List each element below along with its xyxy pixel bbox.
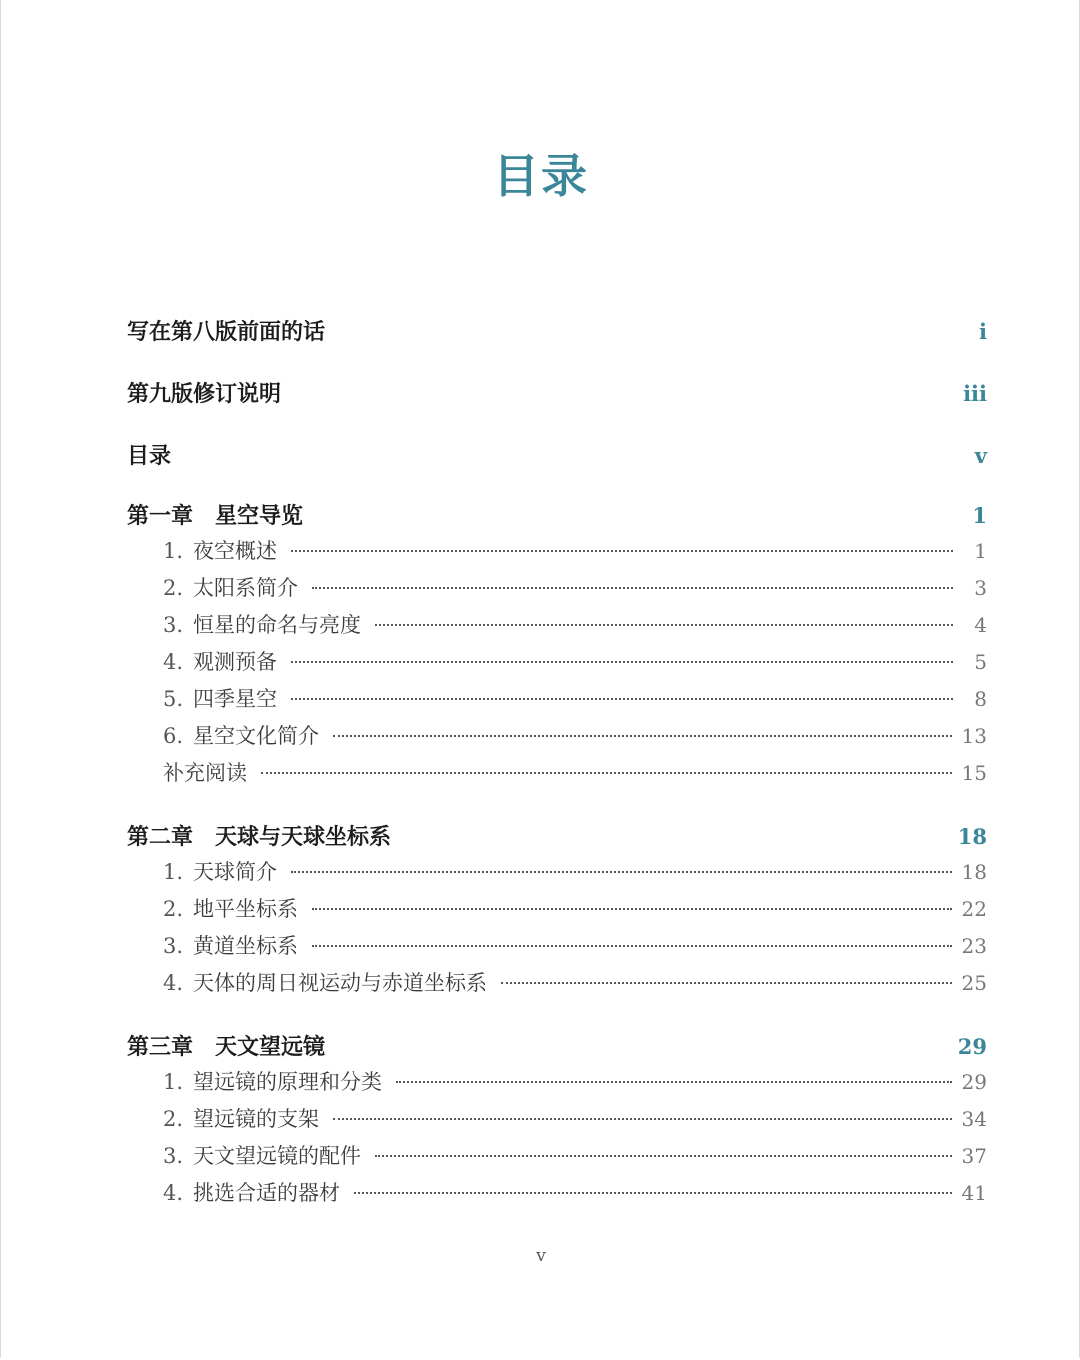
dot-leader <box>312 908 952 910</box>
section-page: 8 <box>974 687 987 711</box>
section-number: 4. <box>163 650 184 674</box>
dot-leader <box>501 982 952 984</box>
chapter-number: 第三章 <box>127 1035 194 1060</box>
dot-leader <box>354 1192 952 1194</box>
toc-entry-label: 第九版修订说明 <box>127 382 282 407</box>
section-number: 3. <box>163 1144 184 1168</box>
toc-section[interactable] <box>127 681 987 718</box>
dot-leader <box>312 587 953 589</box>
toc-section[interactable] <box>127 570 987 607</box>
toc-entry-page: iii <box>963 381 987 406</box>
page-number-footer: v <box>536 1246 546 1266</box>
section-page: 25 <box>961 971 987 995</box>
chapter-page: 29 <box>957 1034 987 1059</box>
toc-section[interactable] <box>127 718 987 755</box>
chapter-page: 1 <box>972 503 987 528</box>
section-label: 天体的周日视运动与赤道坐标系 <box>193 971 488 995</box>
section-page: 1 <box>974 539 987 563</box>
toc-entry-label: 写在第八版前面的话 <box>127 320 326 345</box>
toc-entry-contents[interactable] <box>127 434 987 496</box>
section-label: 恒星的命名与亮度 <box>193 613 362 637</box>
dot-leader <box>261 772 952 774</box>
dot-leader <box>291 698 953 700</box>
toc-section[interactable] <box>127 1138 987 1175</box>
toc-chapter-2[interactable] <box>127 817 987 854</box>
toc-section[interactable] <box>127 965 987 1002</box>
toc-section[interactable] <box>127 607 987 644</box>
section-page: 3 <box>974 576 987 600</box>
dot-leader <box>291 871 952 873</box>
section-number: 1. <box>163 1070 184 1094</box>
dot-leader <box>333 1118 952 1120</box>
chapter-title: 天文望远镜 <box>215 1035 326 1060</box>
toc-section[interactable] <box>127 755 987 792</box>
section-page: 13 <box>961 724 987 748</box>
chapter-title: 星空导览 <box>215 504 304 529</box>
toc-section[interactable] <box>127 891 987 928</box>
section-number: 3. <box>163 934 184 958</box>
section-label: 天球简介 <box>193 860 278 884</box>
section-number: 5. <box>163 687 184 711</box>
dot-leader <box>291 661 953 663</box>
toc-section[interactable] <box>127 644 987 681</box>
toc-section[interactable] <box>127 1064 987 1101</box>
toc-entry-page: v <box>974 443 987 468</box>
toc-section[interactable] <box>127 533 987 570</box>
section-page: 18 <box>961 860 987 884</box>
dot-leader <box>291 550 953 552</box>
section-label: 太阳系简介 <box>193 576 299 600</box>
section-page: 22 <box>961 897 987 921</box>
section-page: 34 <box>961 1107 987 1131</box>
section-label: 四季星空 <box>193 687 278 711</box>
section-page: 5 <box>974 650 987 674</box>
section-label: 天文望远镜的配件 <box>193 1144 362 1168</box>
toc-entry-revision-notes-9th[interactable] <box>127 372 987 434</box>
section-number: 1. <box>163 539 184 563</box>
toc-section[interactable] <box>127 1175 987 1212</box>
section-number: 4. <box>163 971 184 995</box>
toc-section[interactable] <box>127 928 987 965</box>
section-page: 23 <box>961 934 987 958</box>
chapter-page: 18 <box>957 824 987 849</box>
section-page: 37 <box>961 1144 987 1168</box>
dot-leader <box>312 945 952 947</box>
toc-section[interactable] <box>127 1101 987 1138</box>
toc-entry-preface-8th[interactable] <box>127 310 987 372</box>
section-label: 星空文化简介 <box>193 724 320 748</box>
section-number: 4. <box>163 1181 184 1205</box>
dot-leader <box>396 1081 952 1083</box>
section-number: 3. <box>163 613 184 637</box>
chapter-number: 第二章 <box>127 825 194 850</box>
section-label: 夜空概述 <box>193 539 278 563</box>
section-label: 观测预备 <box>193 650 278 674</box>
section-label: 望远镜的原理和分类 <box>193 1070 383 1094</box>
toc-chapter-3[interactable] <box>127 1027 987 1064</box>
section-label: 补充阅读 <box>163 761 247 785</box>
section-number: 2. <box>163 897 184 921</box>
section-label: 黄道坐标系 <box>193 934 299 958</box>
dot-leader <box>375 624 953 626</box>
dot-leader <box>333 735 952 737</box>
section-page: 29 <box>961 1070 987 1094</box>
section-number: 1. <box>163 860 184 884</box>
section-label: 望远镜的支架 <box>193 1107 320 1131</box>
toc-chapter-1[interactable] <box>127 496 987 533</box>
toc-entry-page: i <box>979 319 987 344</box>
section-number: 2. <box>163 1107 184 1131</box>
section-label: 地平坐标系 <box>193 897 299 921</box>
section-page: 4 <box>974 613 987 637</box>
section-number: 2. <box>163 576 184 600</box>
section-label: 挑选合适的器材 <box>193 1181 341 1205</box>
dot-leader <box>375 1155 952 1157</box>
section-page: 15 <box>961 761 987 785</box>
chapter-number: 第一章 <box>127 504 194 529</box>
table-of-contents <box>127 310 987 1212</box>
section-page: 41 <box>961 1181 987 1205</box>
section-number: 6. <box>163 724 184 748</box>
page-title: 目录 <box>493 149 589 203</box>
toc-entry-label: 目录 <box>127 444 172 469</box>
toc-section[interactable] <box>127 854 987 891</box>
chapter-title: 天球与天球坐标系 <box>215 825 392 850</box>
